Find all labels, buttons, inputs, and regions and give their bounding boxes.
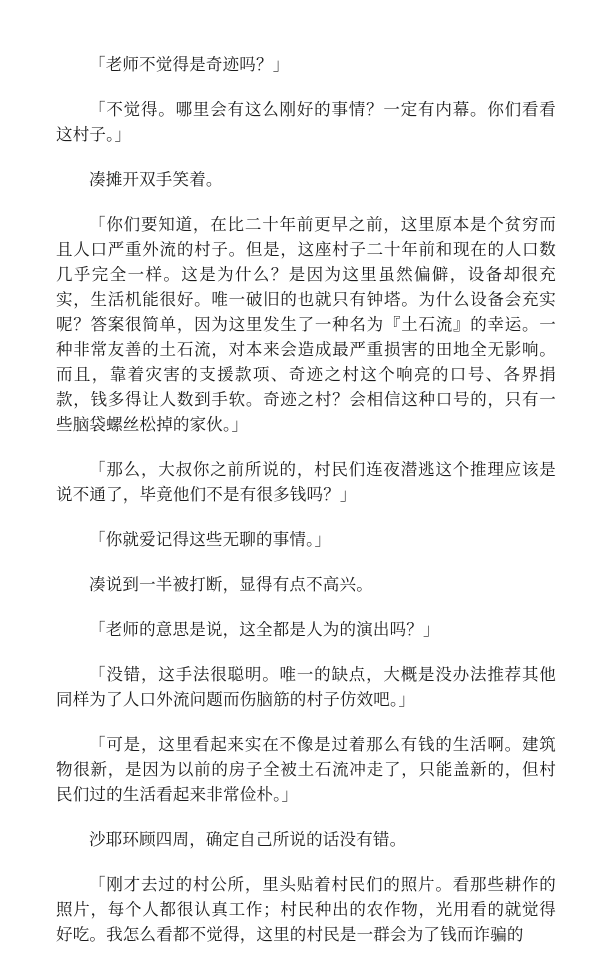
paragraph: 凑摊开双手笑着。 <box>89 170 223 189</box>
paragraph: 「你们要知道，在比二十年前更早之前，这里原本是个贫穷而且人口严重外流的村子。但是，这座村子二十年前和现在的人口数几乎完全一样。这是为什么？是因为这里虽然偏僻，设备却很充实，生活机能很好。唯一破旧的也就只有钟塔。为什么设备会充实呢？答案很简单，因为这里发生了一种名为『土石流』的幸运。一种非常友善的土石流，对本来会造成最严重损害的田地全无影响。而且，靠着灾害的支援款项、奇迹之村这个响亮的口号、各界捐款，钱多得让人数到手软。奇迹之村？会相信这种口号的，只有一些脑袋螺丝松掉的家伙。」 <box>56 215 556 434</box>
paragraph: 「刚才去过的村公所，里头贴着村民们的照片。看那些耕作的照片，每个人都很认真工作；村民种出的农作物，光用看的就觉得好吃。我怎么看都不觉得，这里的村民是一群会为了钱而诈骗的 <box>56 875 556 944</box>
paragraph: 「那么，大叔你之前所说的，村民们连夜潜逃这个推理应该是说不通了，毕竟他们不是有很多钱吗？」 <box>56 460 556 504</box>
paragraph: 「老师的意思是说，这全都是人为的演出吗？」 <box>89 620 440 639</box>
paragraph: 沙耶环顾四周，确定自己所说的话没有错。 <box>89 830 407 849</box>
paragraph: 「老师不觉得是奇迹吗？」 <box>89 55 290 74</box>
paragraph: 「可是，这里看起来实在不像是过着那么有钱的生活啊。建筑物很新，是因为以前的房子全被土石流冲走了，只能盖新的，但村民们过的生活看起来非常俭朴。」 <box>56 735 556 804</box>
paragraph: 凑说到一半被打断，显得有点不高兴。 <box>89 575 373 594</box>
paragraph: 「你就爱记得这些无聊的事情。」 <box>89 530 332 549</box>
document-page <box>56 52 556 967</box>
paragraph: 「不觉得。哪里会有这么刚好的事情？一定有内幕。你们看看这村子。」 <box>56 100 556 144</box>
paragraph: 「没错，这手法很聪明。唯一的缺点，大概是没办法推荐其他同样为了人口外流问题而伤脑筋的村子仿效吧。」 <box>56 665 556 709</box>
